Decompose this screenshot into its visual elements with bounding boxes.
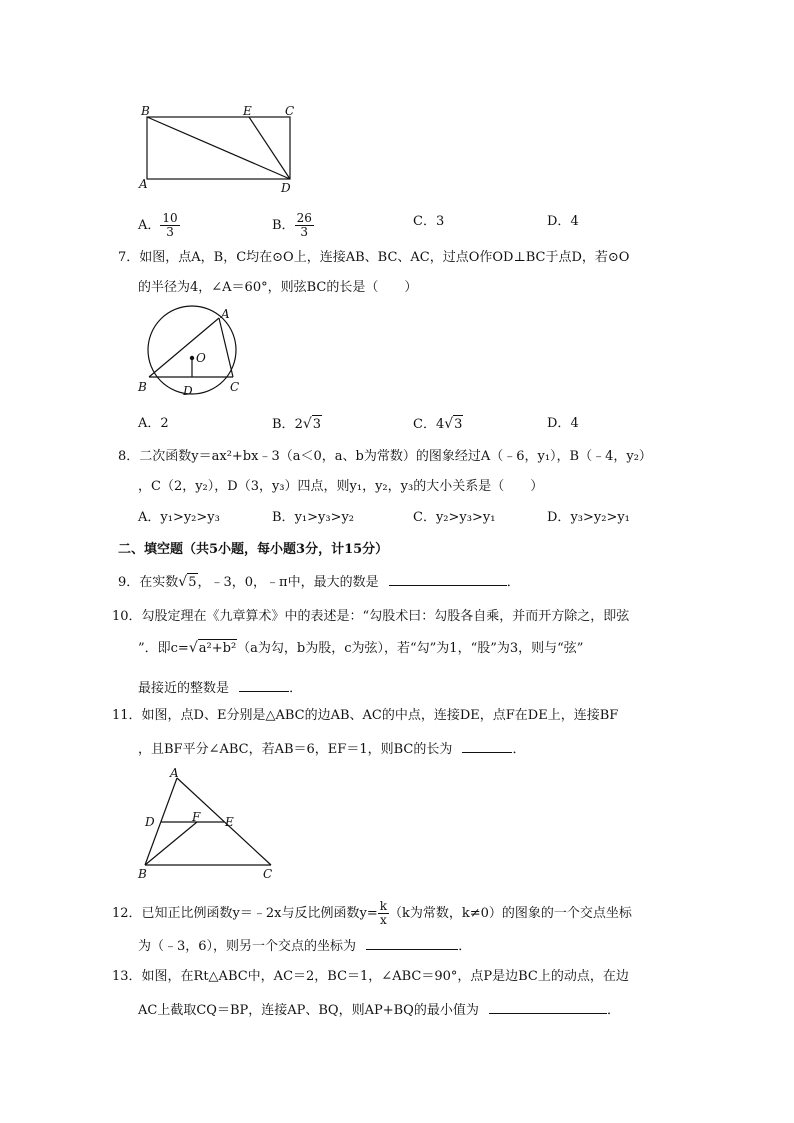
answer-blank[interactable] <box>489 999 607 1014</box>
label-b: B <box>141 104 150 118</box>
label-d: D <box>183 384 193 398</box>
q10-line1: 10．勾股定理在《九章算术》中的表述是：“勾股术曰：勾股各自乘，并而开方除之，即弦 <box>112 609 630 624</box>
chord-ab <box>149 318 219 377</box>
q7-option-a: A．2 <box>138 416 169 431</box>
label-e: E <box>225 815 234 829</box>
q11-line1: 11．如图，点D、E分别是△ABC的边AB、AC的中点，连接DE，点F在DE上，连接BF <box>112 708 619 723</box>
label-a: A <box>139 177 148 191</box>
label-d: D <box>281 181 291 195</box>
q12-line1: 12．已知正比例函数y＝﹣2x与反比例函数y= $\frac{k}{x}$ （k为常数，k≠0）的图象的一个交点坐标 <box>112 899 632 927</box>
q12-line2: 为（﹣3，6），则另一个交点的坐标为 ． <box>138 935 471 956</box>
q8-option-d: D．y₃>y₂>y₁ <box>547 510 630 525</box>
label-c: C <box>285 104 295 118</box>
q13-line2: AC上截取CQ＝BP，连接AP、BQ，则AP+BQ的最小值为 ． <box>138 999 620 1020</box>
frac-26-3: $\frac{26}{3}$ <box>296 211 312 239</box>
q11-triangle-figure <box>135 763 285 883</box>
q6-option-a: A． $\frac{10}{3}$ <box>138 211 178 239</box>
q8-option-c: C．y₂>y₃>y₁ <box>413 510 496 525</box>
answer-blank[interactable] <box>462 738 512 753</box>
label-b: B <box>138 867 147 881</box>
label-e: E <box>243 104 252 118</box>
q6-option-d: D．4 <box>547 214 579 229</box>
label-b: B <box>138 380 147 394</box>
q6-rectangle-figure <box>135 100 310 195</box>
answer-blank[interactable] <box>389 571 507 586</box>
frac-k-x: $\frac{k}{x}$ <box>379 899 388 927</box>
label-f: F <box>192 810 201 824</box>
q7-option-d: D．4 <box>547 416 579 431</box>
q10-line2: ”．即c=√a²+b²（a为勾，b为股，c为弦），若“勾”为1，“股”为3，则与“弦” <box>138 640 584 656</box>
q7-line1: 7．如图，点A，B，C均在⊙O上，连接AB、BC、AC，过点O作OD⊥BC于点D，若⊙O <box>118 250 630 265</box>
q8-line1: 8．二次函数y＝ax²+bx﹣3（a＜0，a、b为常数）的图象经过A（﹣6，y₁），B（﹣4，y₂） <box>118 449 652 464</box>
q8-option-b: B．y₁>y₃>y₂ <box>272 510 355 525</box>
q8-option-a: A．y₁>y₂>y₃ <box>138 510 220 525</box>
q7-option-b: B．2√3 <box>272 416 322 432</box>
label-o: O <box>196 351 206 365</box>
q6-option-c: C．3 <box>413 214 445 229</box>
q7-circle-figure <box>135 305 255 400</box>
center-dot <box>190 356 194 360</box>
q7-option-c: C．4√3 <box>413 416 463 432</box>
answer-blank[interactable] <box>239 677 289 692</box>
q7-line2: 的半径为4，∠A＝60°，则弦BC的长是（ ） <box>138 280 418 295</box>
chord-ac <box>219 318 233 377</box>
q6-option-b: B． $\frac{26}{3}$ <box>272 211 312 239</box>
answer-blank[interactable] <box>366 935 458 950</box>
label-c: C <box>230 380 240 394</box>
label-a: A <box>221 307 230 321</box>
q13-line1: 13．如图，在Rt△ABC中，AC＝2，BC＝1，∠ABC＝90°，点P是边BC上的动点，在边 <box>112 969 629 984</box>
label-d: D <box>145 815 155 829</box>
frac-10-3: $\frac{10}{3}$ <box>162 211 178 239</box>
segment-bd <box>147 117 290 179</box>
label-c: C <box>263 867 273 881</box>
q9-line: 9．在实数√5，﹣3，0，﹣π中，最大的数是 ． <box>118 571 520 592</box>
q11-line2: ，且BF平分∠ABC，若AB＝6，EF＝1，则BC的长为 ． <box>138 738 526 759</box>
label-a: A <box>170 766 179 780</box>
q10-line3: 最接近的整数是 ． <box>138 677 302 698</box>
section-title: 二、填空题（共5小题，每小题3分，计15分） <box>118 542 389 557</box>
q8-line2: ，C（2，y₂），D（3，y₃）四点，则y₁，y₂，y₃的大小关系是（ ） <box>138 479 544 494</box>
